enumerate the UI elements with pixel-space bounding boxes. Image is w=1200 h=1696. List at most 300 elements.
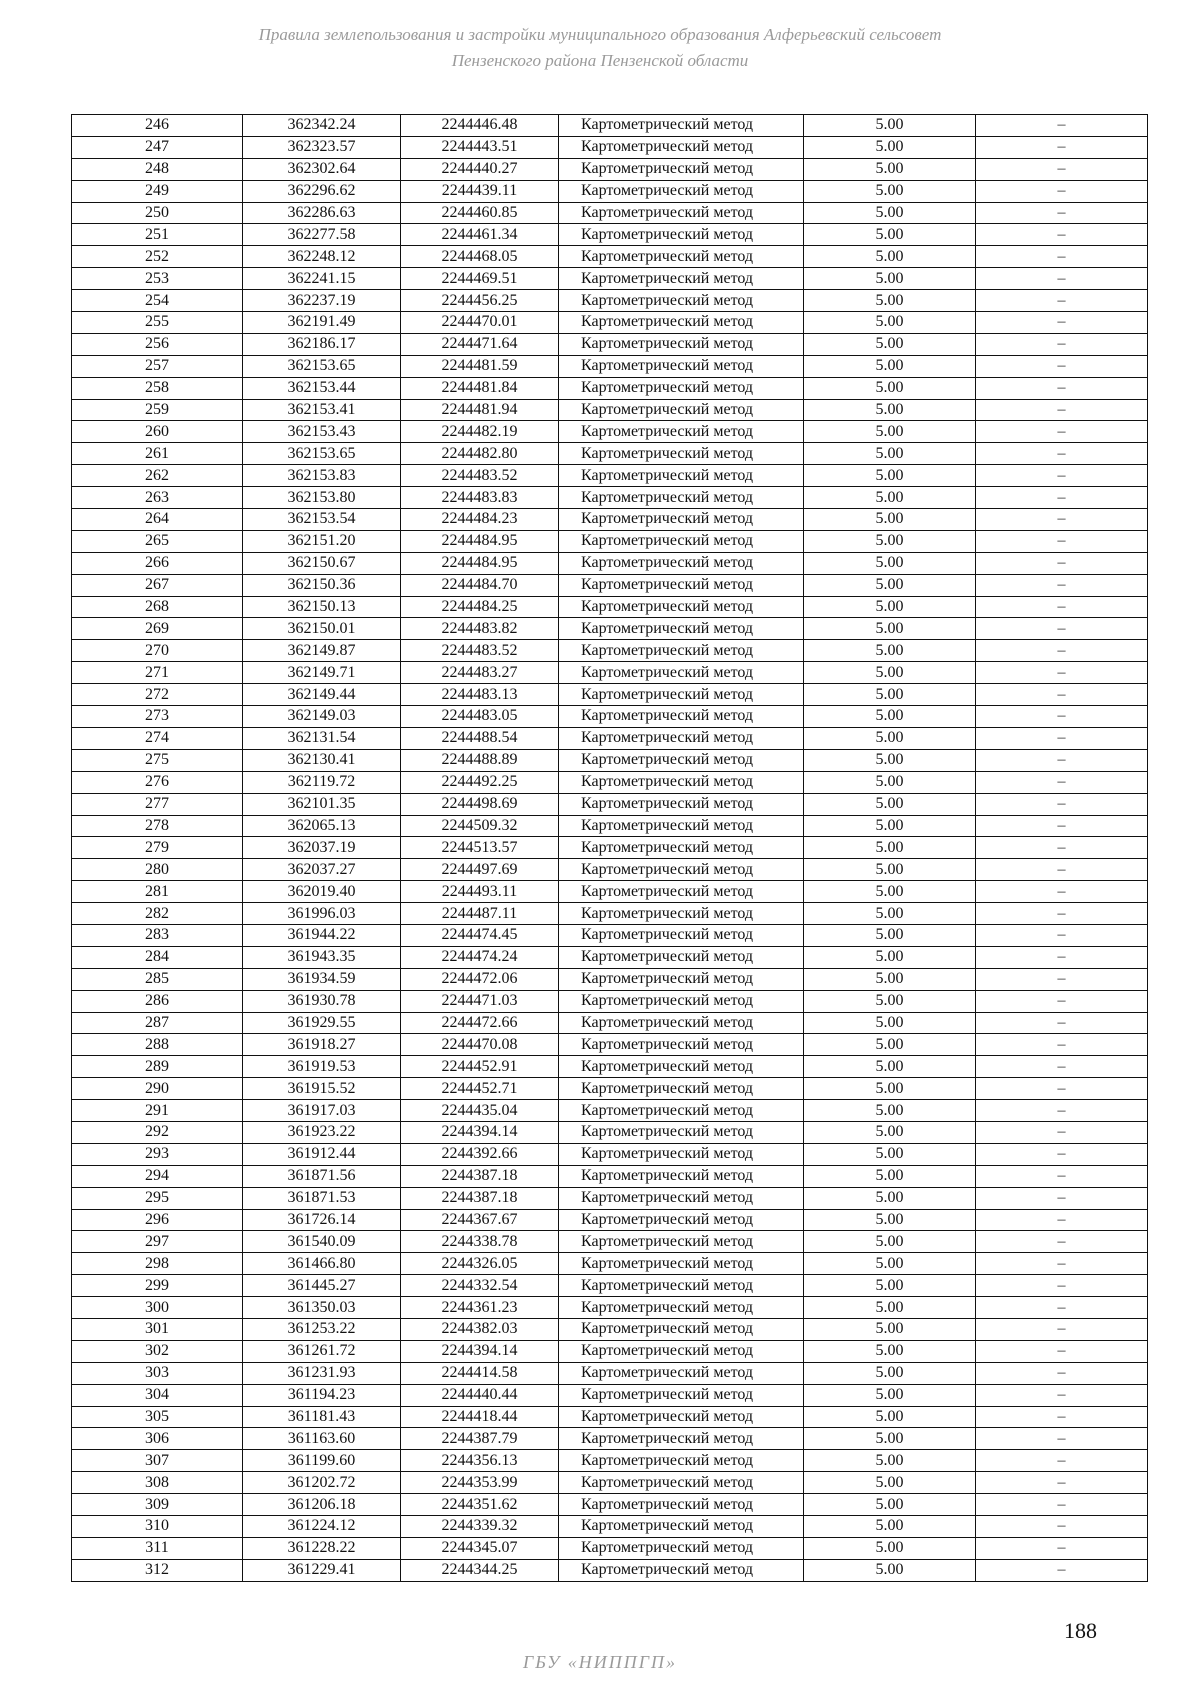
coordinates-table-body bbox=[72, 115, 1148, 1582]
method-cell: Картометрический метод bbox=[559, 530, 804, 552]
note-cell: – bbox=[976, 881, 1148, 903]
note-cell: – bbox=[976, 618, 1148, 640]
accuracy-cell: 5.00 bbox=[804, 487, 976, 509]
y-coordinate-cell: 2244483.52 bbox=[401, 465, 559, 487]
method-cell: Картометрический метод bbox=[559, 1362, 804, 1384]
y-coordinate-cell: 2244351.62 bbox=[401, 1494, 559, 1516]
method-cell: Картометрический метод bbox=[559, 903, 804, 925]
x-coordinate-cell: 361253.22 bbox=[243, 1318, 401, 1340]
y-coordinate-cell: 2244474.45 bbox=[401, 924, 559, 946]
y-coordinate-cell: 2244460.85 bbox=[401, 202, 559, 224]
point-number-cell: 307 bbox=[72, 1450, 243, 1472]
method-cell: Картометрический метод bbox=[559, 202, 804, 224]
page-footer: ГБУ «НИППГП» bbox=[523, 1652, 677, 1672]
method-cell: Картометрический метод bbox=[559, 1275, 804, 1297]
point-number-cell: 284 bbox=[72, 946, 243, 968]
x-coordinate-cell: 362119.72 bbox=[243, 771, 401, 793]
point-number-cell: 295 bbox=[72, 1187, 243, 1209]
x-coordinate-cell: 361912.44 bbox=[243, 1143, 401, 1165]
page-number: 188 bbox=[1064, 1618, 1097, 1643]
table-row bbox=[72, 377, 1148, 399]
x-coordinate-cell: 361261.72 bbox=[243, 1340, 401, 1362]
note-cell: – bbox=[976, 158, 1148, 180]
x-coordinate-cell: 361231.93 bbox=[243, 1362, 401, 1384]
accuracy-cell: 5.00 bbox=[804, 1450, 976, 1472]
table-row bbox=[72, 946, 1148, 968]
y-coordinate-cell: 2244435.04 bbox=[401, 1100, 559, 1122]
point-number-cell: 258 bbox=[72, 377, 243, 399]
table-row bbox=[72, 1187, 1148, 1209]
x-coordinate-cell: 362150.01 bbox=[243, 618, 401, 640]
table-row bbox=[72, 1537, 1148, 1559]
note-cell: – bbox=[976, 399, 1148, 421]
note-cell: – bbox=[976, 1165, 1148, 1187]
x-coordinate-cell: 362323.57 bbox=[243, 136, 401, 158]
point-number-cell: 268 bbox=[72, 596, 243, 618]
x-coordinate-cell: 362277.58 bbox=[243, 224, 401, 246]
table-row bbox=[72, 1100, 1148, 1122]
point-number-cell: 279 bbox=[72, 837, 243, 859]
method-cell: Картометрический метод bbox=[559, 596, 804, 618]
accuracy-cell: 5.00 bbox=[804, 924, 976, 946]
table-row bbox=[72, 487, 1148, 509]
method-cell: Картометрический метод bbox=[559, 136, 804, 158]
y-coordinate-cell: 2244474.24 bbox=[401, 946, 559, 968]
method-cell: Картометрический метод bbox=[559, 815, 804, 837]
note-cell: – bbox=[976, 552, 1148, 574]
table-row bbox=[72, 1253, 1148, 1275]
method-cell: Картометрический метод bbox=[559, 224, 804, 246]
x-coordinate-cell: 362150.13 bbox=[243, 596, 401, 618]
accuracy-cell: 5.00 bbox=[804, 903, 976, 925]
accuracy-cell: 5.00 bbox=[804, 399, 976, 421]
method-cell: Картометрический метод bbox=[559, 552, 804, 574]
y-coordinate-cell: 2244481.59 bbox=[401, 355, 559, 377]
x-coordinate-cell: 362153.44 bbox=[243, 377, 401, 399]
x-coordinate-cell: 362153.43 bbox=[243, 421, 401, 443]
table-row bbox=[72, 246, 1148, 268]
point-number-cell: 288 bbox=[72, 1034, 243, 1056]
accuracy-cell: 5.00 bbox=[804, 706, 976, 728]
x-coordinate-cell: 362131.54 bbox=[243, 727, 401, 749]
accuracy-cell: 5.00 bbox=[804, 793, 976, 815]
note-cell: – bbox=[976, 837, 1148, 859]
x-coordinate-cell: 361923.22 bbox=[243, 1121, 401, 1143]
x-coordinate-cell: 361229.41 bbox=[243, 1559, 401, 1581]
accuracy-cell: 5.00 bbox=[804, 465, 976, 487]
accuracy-cell: 5.00 bbox=[804, 268, 976, 290]
note-cell: – bbox=[976, 136, 1148, 158]
method-cell: Картометрический метод bbox=[559, 509, 804, 531]
table-row bbox=[72, 684, 1148, 706]
x-coordinate-cell: 361202.72 bbox=[243, 1472, 401, 1494]
note-cell: – bbox=[976, 727, 1148, 749]
point-number-cell: 306 bbox=[72, 1428, 243, 1450]
note-cell: – bbox=[976, 1428, 1148, 1450]
table-row bbox=[72, 903, 1148, 925]
x-coordinate-cell: 361944.22 bbox=[243, 924, 401, 946]
table-row bbox=[72, 662, 1148, 684]
accuracy-cell: 5.00 bbox=[804, 1406, 976, 1428]
method-cell: Картометрический метод bbox=[559, 1209, 804, 1231]
point-number-cell: 309 bbox=[72, 1494, 243, 1516]
table-row bbox=[72, 136, 1148, 158]
accuracy-cell: 5.00 bbox=[804, 202, 976, 224]
point-number-cell: 298 bbox=[72, 1253, 243, 1275]
method-cell: Картометрический метод bbox=[559, 399, 804, 421]
x-coordinate-cell: 362153.65 bbox=[243, 443, 401, 465]
note-cell: – bbox=[976, 333, 1148, 355]
note-cell: – bbox=[976, 1078, 1148, 1100]
accuracy-cell: 5.00 bbox=[804, 158, 976, 180]
accuracy-cell: 5.00 bbox=[804, 1209, 976, 1231]
method-cell: Картометрический метод bbox=[559, 1034, 804, 1056]
table-row bbox=[72, 355, 1148, 377]
accuracy-cell: 5.00 bbox=[804, 881, 976, 903]
accuracy-cell: 5.00 bbox=[804, 1559, 976, 1581]
method-cell: Картометрический метод bbox=[559, 662, 804, 684]
point-number-cell: 264 bbox=[72, 509, 243, 531]
note-cell: – bbox=[976, 684, 1148, 706]
y-coordinate-cell: 2244483.05 bbox=[401, 706, 559, 728]
method-cell: Картометрический метод bbox=[559, 246, 804, 268]
note-cell: – bbox=[976, 640, 1148, 662]
method-cell: Картометрический метод bbox=[559, 1559, 804, 1581]
accuracy-cell: 5.00 bbox=[804, 1078, 976, 1100]
method-cell: Картометрический метод bbox=[559, 618, 804, 640]
x-coordinate-cell: 361194.23 bbox=[243, 1384, 401, 1406]
y-coordinate-cell: 2244482.80 bbox=[401, 443, 559, 465]
table-row bbox=[72, 968, 1148, 990]
accuracy-cell: 5.00 bbox=[804, 771, 976, 793]
table-row bbox=[72, 465, 1148, 487]
accuracy-cell: 5.00 bbox=[804, 1275, 976, 1297]
point-number-cell: 246 bbox=[72, 115, 243, 137]
y-coordinate-cell: 2244440.27 bbox=[401, 158, 559, 180]
note-cell: – bbox=[976, 1187, 1148, 1209]
y-coordinate-cell: 2244470.08 bbox=[401, 1034, 559, 1056]
point-number-cell: 297 bbox=[72, 1231, 243, 1253]
accuracy-cell: 5.00 bbox=[804, 1187, 976, 1209]
accuracy-cell: 5.00 bbox=[804, 530, 976, 552]
method-cell: Картометрический метод bbox=[559, 727, 804, 749]
method-cell: Картометрический метод bbox=[559, 158, 804, 180]
point-number-cell: 311 bbox=[72, 1537, 243, 1559]
accuracy-cell: 5.00 bbox=[804, 1362, 976, 1384]
y-coordinate-cell: 2244483.52 bbox=[401, 640, 559, 662]
note-cell: – bbox=[976, 662, 1148, 684]
method-cell: Картометрический метод bbox=[559, 1100, 804, 1122]
method-cell: Картометрический метод bbox=[559, 924, 804, 946]
y-coordinate-cell: 2244470.01 bbox=[401, 312, 559, 334]
y-coordinate-cell: 2244452.91 bbox=[401, 1056, 559, 1078]
y-coordinate-cell: 2244484.70 bbox=[401, 574, 559, 596]
note-cell: – bbox=[976, 1209, 1148, 1231]
point-number-cell: 256 bbox=[72, 333, 243, 355]
method-cell: Картометрический метод bbox=[559, 1516, 804, 1538]
method-cell: Картометрический метод bbox=[559, 1231, 804, 1253]
note-cell: – bbox=[976, 968, 1148, 990]
accuracy-cell: 5.00 bbox=[804, 1231, 976, 1253]
method-cell: Картометрический метод bbox=[559, 1384, 804, 1406]
x-coordinate-cell: 361929.55 bbox=[243, 1012, 401, 1034]
accuracy-cell: 5.00 bbox=[804, 377, 976, 399]
table-row bbox=[72, 312, 1148, 334]
note-cell: – bbox=[976, 290, 1148, 312]
x-coordinate-cell: 362248.12 bbox=[243, 246, 401, 268]
y-coordinate-cell: 2244461.34 bbox=[401, 224, 559, 246]
accuracy-cell: 5.00 bbox=[804, 815, 976, 837]
method-cell: Картометрический метод bbox=[559, 881, 804, 903]
table-row bbox=[72, 990, 1148, 1012]
y-coordinate-cell: 2244344.25 bbox=[401, 1559, 559, 1581]
note-cell: – bbox=[976, 246, 1148, 268]
x-coordinate-cell: 362186.17 bbox=[243, 333, 401, 355]
y-coordinate-cell: 2244387.79 bbox=[401, 1428, 559, 1450]
method-cell: Картометрический метод bbox=[559, 268, 804, 290]
note-cell: – bbox=[976, 421, 1148, 443]
x-coordinate-cell: 362037.19 bbox=[243, 837, 401, 859]
x-coordinate-cell: 362153.54 bbox=[243, 509, 401, 531]
accuracy-cell: 5.00 bbox=[804, 749, 976, 771]
point-number-cell: 248 bbox=[72, 158, 243, 180]
y-coordinate-cell: 2244493.11 bbox=[401, 881, 559, 903]
y-coordinate-cell: 2244484.95 bbox=[401, 552, 559, 574]
table-row bbox=[72, 1450, 1148, 1472]
note-cell: – bbox=[976, 1318, 1148, 1340]
table-row bbox=[72, 1078, 1148, 1100]
point-number-cell: 275 bbox=[72, 749, 243, 771]
page-header bbox=[0, 22, 1200, 74]
x-coordinate-cell: 361934.59 bbox=[243, 968, 401, 990]
table-row bbox=[72, 815, 1148, 837]
table-row bbox=[72, 837, 1148, 859]
y-coordinate-cell: 2244338.78 bbox=[401, 1231, 559, 1253]
x-coordinate-cell: 361996.03 bbox=[243, 903, 401, 925]
y-coordinate-cell: 2244440.44 bbox=[401, 1384, 559, 1406]
method-cell: Картометрический метод bbox=[559, 990, 804, 1012]
point-number-cell: 304 bbox=[72, 1384, 243, 1406]
point-number-cell: 286 bbox=[72, 990, 243, 1012]
table-row bbox=[72, 1384, 1148, 1406]
y-coordinate-cell: 2244456.25 bbox=[401, 290, 559, 312]
note-cell: – bbox=[976, 1559, 1148, 1581]
point-number-cell: 263 bbox=[72, 487, 243, 509]
y-coordinate-cell: 2244443.51 bbox=[401, 136, 559, 158]
x-coordinate-cell: 361943.35 bbox=[243, 946, 401, 968]
point-number-cell: 271 bbox=[72, 662, 243, 684]
accuracy-cell: 5.00 bbox=[804, 1537, 976, 1559]
point-number-cell: 251 bbox=[72, 224, 243, 246]
table-row bbox=[72, 1121, 1148, 1143]
table-row bbox=[72, 290, 1148, 312]
accuracy-cell: 5.00 bbox=[804, 1121, 976, 1143]
x-coordinate-cell: 361540.09 bbox=[243, 1231, 401, 1253]
point-number-cell: 300 bbox=[72, 1297, 243, 1319]
accuracy-cell: 5.00 bbox=[804, 946, 976, 968]
method-cell: Картометрический метод bbox=[559, 859, 804, 881]
point-number-cell: 260 bbox=[72, 421, 243, 443]
method-cell: Картометрический метод bbox=[559, 1187, 804, 1209]
point-number-cell: 272 bbox=[72, 684, 243, 706]
y-coordinate-cell: 2244481.84 bbox=[401, 377, 559, 399]
note-cell: – bbox=[976, 946, 1148, 968]
method-cell: Картометрический метод bbox=[559, 115, 804, 137]
note-cell: – bbox=[976, 530, 1148, 552]
method-cell: Картометрический метод bbox=[559, 487, 804, 509]
accuracy-cell: 5.00 bbox=[804, 1340, 976, 1362]
table-row bbox=[72, 859, 1148, 881]
point-number-cell: 249 bbox=[72, 180, 243, 202]
x-coordinate-cell: 362342.24 bbox=[243, 115, 401, 137]
accuracy-cell: 5.00 bbox=[804, 1143, 976, 1165]
x-coordinate-cell: 362130.41 bbox=[243, 749, 401, 771]
header-line-1: Правила землепользования и застройки муниципального образования Алферьевский сельсовет bbox=[258, 25, 942, 44]
note-cell: – bbox=[976, 1275, 1148, 1297]
table-row bbox=[72, 924, 1148, 946]
y-coordinate-cell: 2244497.69 bbox=[401, 859, 559, 881]
note-cell: – bbox=[976, 1231, 1148, 1253]
accuracy-cell: 5.00 bbox=[804, 224, 976, 246]
method-cell: Картометрический метод bbox=[559, 1472, 804, 1494]
note-cell: – bbox=[976, 180, 1148, 202]
method-cell: Картометрический метод bbox=[559, 421, 804, 443]
point-number-cell: 253 bbox=[72, 268, 243, 290]
x-coordinate-cell: 361445.27 bbox=[243, 1275, 401, 1297]
point-number-cell: 283 bbox=[72, 924, 243, 946]
table-row bbox=[72, 509, 1148, 531]
method-cell: Картометрический метод bbox=[559, 793, 804, 815]
note-cell: – bbox=[976, 487, 1148, 509]
y-coordinate-cell: 2244339.32 bbox=[401, 1516, 559, 1538]
y-coordinate-cell: 2244361.23 bbox=[401, 1297, 559, 1319]
method-cell: Картометрический метод bbox=[559, 1450, 804, 1472]
point-number-cell: 274 bbox=[72, 727, 243, 749]
x-coordinate-cell: 361917.03 bbox=[243, 1100, 401, 1122]
x-coordinate-cell: 361181.43 bbox=[243, 1406, 401, 1428]
x-coordinate-cell: 361919.53 bbox=[243, 1056, 401, 1078]
accuracy-cell: 5.00 bbox=[804, 246, 976, 268]
method-cell: Картометрический метод bbox=[559, 1143, 804, 1165]
table-row bbox=[72, 706, 1148, 728]
x-coordinate-cell: 361726.14 bbox=[243, 1209, 401, 1231]
method-cell: Картометрический метод bbox=[559, 1318, 804, 1340]
method-cell: Картометрический метод bbox=[559, 771, 804, 793]
table-row bbox=[72, 1143, 1148, 1165]
point-number-cell: 292 bbox=[72, 1121, 243, 1143]
accuracy-cell: 5.00 bbox=[804, 1100, 976, 1122]
table-row bbox=[72, 1494, 1148, 1516]
note-cell: – bbox=[976, 793, 1148, 815]
note-cell: – bbox=[976, 1406, 1148, 1428]
x-coordinate-cell: 361871.53 bbox=[243, 1187, 401, 1209]
y-coordinate-cell: 2244414.58 bbox=[401, 1362, 559, 1384]
accuracy-cell: 5.00 bbox=[804, 1318, 976, 1340]
method-cell: Картометрический метод bbox=[559, 1253, 804, 1275]
y-coordinate-cell: 2244488.54 bbox=[401, 727, 559, 749]
y-coordinate-cell: 2244471.03 bbox=[401, 990, 559, 1012]
note-cell: – bbox=[976, 1340, 1148, 1362]
y-coordinate-cell: 2244418.44 bbox=[401, 1406, 559, 1428]
accuracy-cell: 5.00 bbox=[804, 1384, 976, 1406]
point-number-cell: 269 bbox=[72, 618, 243, 640]
x-coordinate-cell: 362153.80 bbox=[243, 487, 401, 509]
accuracy-cell: 5.00 bbox=[804, 727, 976, 749]
accuracy-cell: 5.00 bbox=[804, 312, 976, 334]
note-cell: – bbox=[976, 990, 1148, 1012]
note-cell: – bbox=[976, 1143, 1148, 1165]
point-number-cell: 270 bbox=[72, 640, 243, 662]
x-coordinate-cell: 361871.56 bbox=[243, 1165, 401, 1187]
note-cell: – bbox=[976, 1494, 1148, 1516]
method-cell: Картометрический метод bbox=[559, 1078, 804, 1100]
x-coordinate-cell: 362153.41 bbox=[243, 399, 401, 421]
y-coordinate-cell: 2244468.05 bbox=[401, 246, 559, 268]
y-coordinate-cell: 2244394.14 bbox=[401, 1340, 559, 1362]
y-coordinate-cell: 2244387.18 bbox=[401, 1187, 559, 1209]
y-coordinate-cell: 2244394.14 bbox=[401, 1121, 559, 1143]
x-coordinate-cell: 362153.65 bbox=[243, 355, 401, 377]
note-cell: – bbox=[976, 1100, 1148, 1122]
note-cell: – bbox=[976, 465, 1148, 487]
accuracy-cell: 5.00 bbox=[804, 421, 976, 443]
x-coordinate-cell: 362296.62 bbox=[243, 180, 401, 202]
y-coordinate-cell: 2244484.25 bbox=[401, 596, 559, 618]
note-cell: – bbox=[976, 1253, 1148, 1275]
accuracy-cell: 5.00 bbox=[804, 1165, 976, 1187]
accuracy-cell: 5.00 bbox=[804, 1472, 976, 1494]
y-coordinate-cell: 2244472.66 bbox=[401, 1012, 559, 1034]
table-row bbox=[72, 421, 1148, 443]
table-row bbox=[72, 399, 1148, 421]
table-row bbox=[72, 640, 1148, 662]
note-cell: – bbox=[976, 1384, 1148, 1406]
point-number-cell: 310 bbox=[72, 1516, 243, 1538]
x-coordinate-cell: 361228.22 bbox=[243, 1537, 401, 1559]
y-coordinate-cell: 2244367.67 bbox=[401, 1209, 559, 1231]
y-coordinate-cell: 2244472.06 bbox=[401, 968, 559, 990]
y-coordinate-cell: 2244492.25 bbox=[401, 771, 559, 793]
y-coordinate-cell: 2244509.32 bbox=[401, 815, 559, 837]
x-coordinate-cell: 362037.27 bbox=[243, 859, 401, 881]
method-cell: Картометрический метод bbox=[559, 640, 804, 662]
x-coordinate-cell: 362191.49 bbox=[243, 312, 401, 334]
table-row bbox=[72, 793, 1148, 815]
accuracy-cell: 5.00 bbox=[804, 509, 976, 531]
x-coordinate-cell: 362150.36 bbox=[243, 574, 401, 596]
note-cell: – bbox=[976, 596, 1148, 618]
note-cell: – bbox=[976, 202, 1148, 224]
y-coordinate-cell: 2244326.05 bbox=[401, 1253, 559, 1275]
x-coordinate-cell: 362302.64 bbox=[243, 158, 401, 180]
y-coordinate-cell: 2244345.07 bbox=[401, 1537, 559, 1559]
method-cell: Картометрический метод bbox=[559, 1428, 804, 1450]
method-cell: Картометрический метод bbox=[559, 355, 804, 377]
y-coordinate-cell: 2244446.48 bbox=[401, 115, 559, 137]
note-cell: – bbox=[976, 771, 1148, 793]
table-row bbox=[72, 530, 1148, 552]
note-cell: – bbox=[976, 924, 1148, 946]
table-row bbox=[72, 618, 1148, 640]
y-coordinate-cell: 2244356.13 bbox=[401, 1450, 559, 1472]
point-number-cell: 289 bbox=[72, 1056, 243, 1078]
accuracy-cell: 5.00 bbox=[804, 968, 976, 990]
note-cell: – bbox=[976, 859, 1148, 881]
point-number-cell: 267 bbox=[72, 574, 243, 596]
method-cell: Картометрический метод bbox=[559, 968, 804, 990]
y-coordinate-cell: 2244483.82 bbox=[401, 618, 559, 640]
method-cell: Картометрический метод bbox=[559, 290, 804, 312]
